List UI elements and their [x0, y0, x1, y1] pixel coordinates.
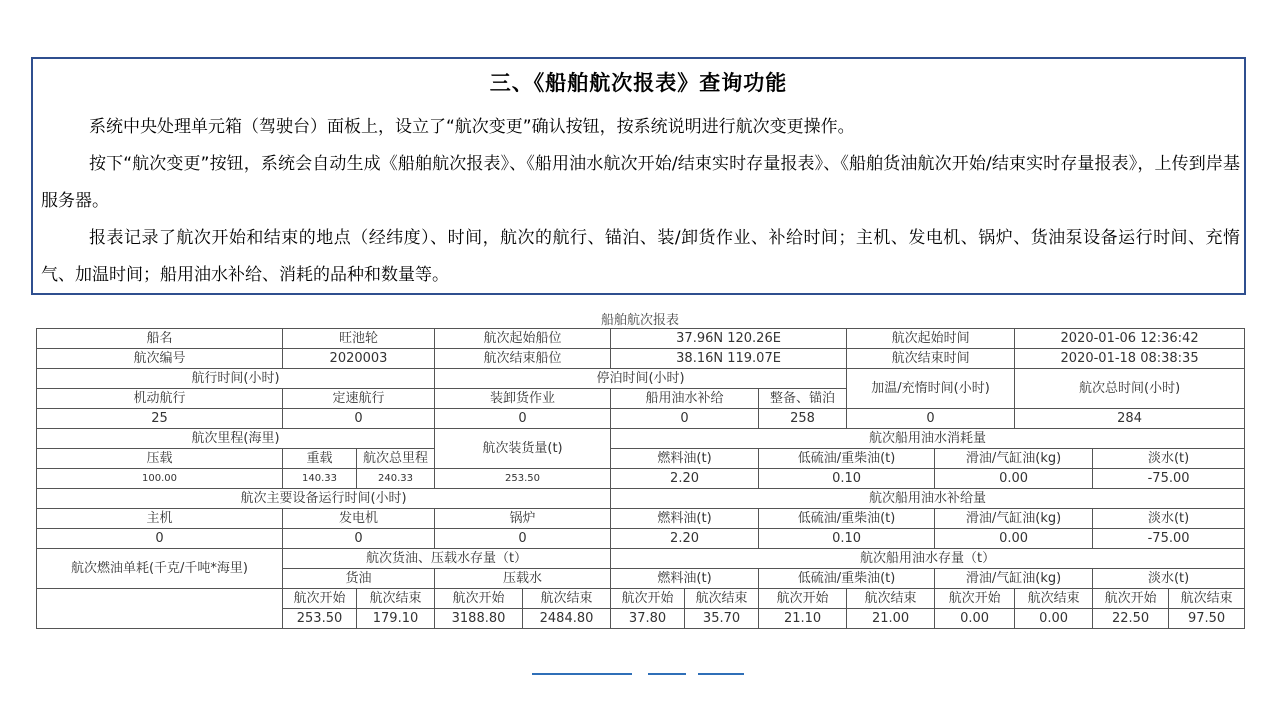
stock-value: 97.50: [1169, 609, 1245, 629]
ship-name: 旺池轮: [283, 329, 435, 349]
main-engine-value: 0: [37, 529, 283, 549]
underline-decoration: [596, 673, 632, 675]
cargo-qty-label: 航次装货量(t): [435, 429, 611, 469]
maneuver-value: 25: [37, 409, 283, 429]
total-time-value: 284: [1015, 409, 1245, 429]
sup-lowsulfur-label: 低硫油/重柴油(t): [759, 509, 935, 529]
end-label: 航次结束: [357, 589, 435, 609]
table-row: [37, 469, 1245, 489]
ballast-label: 压载: [37, 449, 283, 469]
stock-value: 3188.80: [435, 609, 523, 629]
stock-value: 0.00: [935, 609, 1015, 629]
start-label: 航次开始: [283, 589, 357, 609]
report-caption: 船舶航次报表: [600, 313, 679, 328]
end-time: 2020-01-18 08:38:35: [1015, 349, 1245, 369]
cargo-stock-label: 航次货油、压载水存量（t）: [283, 549, 611, 569]
heating-value: 0: [847, 409, 1015, 429]
laden-label: 重载: [283, 449, 357, 469]
bunker-value: 0: [611, 409, 759, 429]
stock-value: 35.70: [685, 609, 759, 629]
start-time: 2020-01-06 12:36:42: [1015, 329, 1245, 349]
stock-lube-label: 滑油/气缸油(kg): [935, 569, 1093, 589]
constant-value: 0: [283, 409, 435, 429]
underline-decoration: [648, 673, 686, 675]
start-label: 航次开始: [759, 589, 847, 609]
stock-value: 37.80: [611, 609, 685, 629]
end-pos: 38.16N 119.07E: [611, 349, 847, 369]
boiler-value: 0: [435, 529, 611, 549]
cargo-op-label: 装卸货作业: [435, 389, 611, 409]
start-label: 航次开始: [611, 589, 685, 609]
end-label: 航次结束: [847, 589, 935, 609]
table-row: [37, 549, 1245, 569]
start-pos: 37.96N 120.26E: [611, 329, 847, 349]
cons-lowsulfur-value: 0.10: [759, 469, 935, 489]
sup-fuel-value: 2.20: [611, 529, 759, 549]
table-row: [37, 529, 1245, 549]
intro-box: [31, 57, 1246, 295]
boiler-label: 锅炉: [435, 509, 611, 529]
start-label: 航次开始: [935, 589, 1015, 609]
unit-fuel-label: 航次燃油单耗(千克/千吨*海里): [37, 549, 283, 589]
start-label: 航次开始: [435, 589, 523, 609]
table-row: [37, 509, 1245, 529]
water-label: 淡水(t): [1093, 449, 1245, 469]
stock-value: 22.50: [1093, 609, 1169, 629]
mileage-label: 航次里程(海里): [37, 429, 435, 449]
generator-value: 0: [283, 529, 435, 549]
unit-fuel-value: [37, 589, 283, 629]
sup-fuel-label: 燃料油(t): [611, 509, 759, 529]
table-row: [37, 589, 1245, 609]
sup-lube-value: 0.00: [935, 529, 1093, 549]
total-mile-label: 航次总里程: [357, 449, 435, 469]
consumption-label: 航次船用油水消耗量: [611, 429, 1245, 449]
stock-lowsulfur-label: 低硫油/重柴油(t): [759, 569, 935, 589]
bunker-label: 船用油水补给: [611, 389, 759, 409]
sup-water-value: -75.00: [1093, 529, 1245, 549]
paragraph-3: 报表记录了航次开始和结束的地点（经纬度）、时间，航次的航行、锚泊、装/卸货作业、补给时间；主机、发电机、锅炉、货油泵设备运行时间、充惰气、加温时间；船用油水补给、消耗的品种和数量等。: [41, 228, 1240, 285]
cargo-qty-value: 253.50: [435, 469, 611, 489]
total-mile-value: 240.33: [357, 469, 435, 489]
end-pos-label: 航次结束船位: [435, 349, 611, 369]
table-row: [37, 489, 1245, 509]
sail-time-label: 航行时间(小时): [37, 369, 435, 389]
end-label: 航次结束: [1015, 589, 1093, 609]
stock-value: 0.00: [1015, 609, 1093, 629]
end-label: 航次结束: [523, 589, 611, 609]
oil-stock-label: 航次船用油水存量（t）: [611, 549, 1245, 569]
start-label: 航次开始: [1093, 589, 1169, 609]
total-time-label: 航次总时间(小时): [1015, 369, 1245, 409]
table-row: [37, 429, 1245, 449]
stop-time-label: 停泊时间(小时): [435, 369, 847, 389]
stock-value: 2484.80: [523, 609, 611, 629]
end-time-label: 航次结束时间: [847, 349, 1015, 369]
anchor-label: 整备、锚泊: [759, 389, 847, 409]
sup-water-label: 淡水(t): [1093, 509, 1245, 529]
end-label: 航次结束: [685, 589, 759, 609]
table-row: [37, 369, 1245, 389]
paragraph-2: 按下“航次变更”按钮，系统会自动生成《船舶航次报表》、《船用油水航次开始/结束实时存量报表》、《船舶货油航次开始/结束实时存量报表》，上传到岸基服务器。: [41, 154, 1240, 211]
voyage-report-table: [36, 328, 1245, 629]
section-title: 三、《船舶航次报表》查询功能: [489, 71, 788, 95]
underline-decoration: [532, 673, 602, 675]
stock-fuel-label: 燃料油(t): [611, 569, 759, 589]
table-row: [37, 449, 1245, 469]
maneuver-label: 机动航行: [37, 389, 283, 409]
table-row: [37, 329, 1245, 349]
cargo-oil-label: 货油: [283, 569, 435, 589]
stock-value: 179.10: [357, 609, 435, 629]
voyage-no: 2020003: [283, 349, 435, 369]
end-label: 航次结束: [1169, 589, 1245, 609]
main-engine-label: 主机: [37, 509, 283, 529]
stock-value: 253.50: [283, 609, 357, 629]
anchor-value: 258: [759, 409, 847, 429]
cons-fuel-value: 2.20: [611, 469, 759, 489]
lowsulfur-label: 低硫油/重柴油(t): [759, 449, 935, 469]
lube-label: 滑油/气缸油(kg): [935, 449, 1093, 469]
generator-label: 发电机: [283, 509, 435, 529]
cargo-op-value: 0: [435, 409, 611, 429]
sup-lube-label: 滑油/气缸油(kg): [935, 509, 1093, 529]
voyage-no-label: 航次编号: [37, 349, 283, 369]
supply-label: 航次船用油水补给量: [611, 489, 1245, 509]
stock-water-label: 淡水(t): [1093, 569, 1245, 589]
ballast-water-label: 压载水: [435, 569, 611, 589]
stock-value: 21.00: [847, 609, 935, 629]
paragraph-1: 系统中央处理单元箱（驾驶台）面板上，设立了“航次变更”确认按钮，按系统说明进行航次变更操作。: [89, 117, 855, 137]
laden-value: 140.33: [283, 469, 357, 489]
heating-label: 加温/充惰时间(小时): [847, 369, 1015, 409]
cons-water-value: -75.00: [1093, 469, 1245, 489]
sup-lowsulfur-value: 0.10: [759, 529, 935, 549]
ship-name-label: 船名: [37, 329, 283, 349]
constant-label: 定速航行: [283, 389, 435, 409]
start-time-label: 航次起始时间: [847, 329, 1015, 349]
underline-decoration: [698, 673, 744, 675]
cons-lube-value: 0.00: [935, 469, 1093, 489]
ballast-value: 100.00: [37, 469, 283, 489]
table-row: [37, 409, 1245, 429]
table-row: [37, 349, 1245, 369]
equip-label: 航次主要设备运行时间(小时): [37, 489, 611, 509]
fuel-label: 燃料油(t): [611, 449, 759, 469]
start-pos-label: 航次起始船位: [435, 329, 611, 349]
stock-value: 21.10: [759, 609, 847, 629]
